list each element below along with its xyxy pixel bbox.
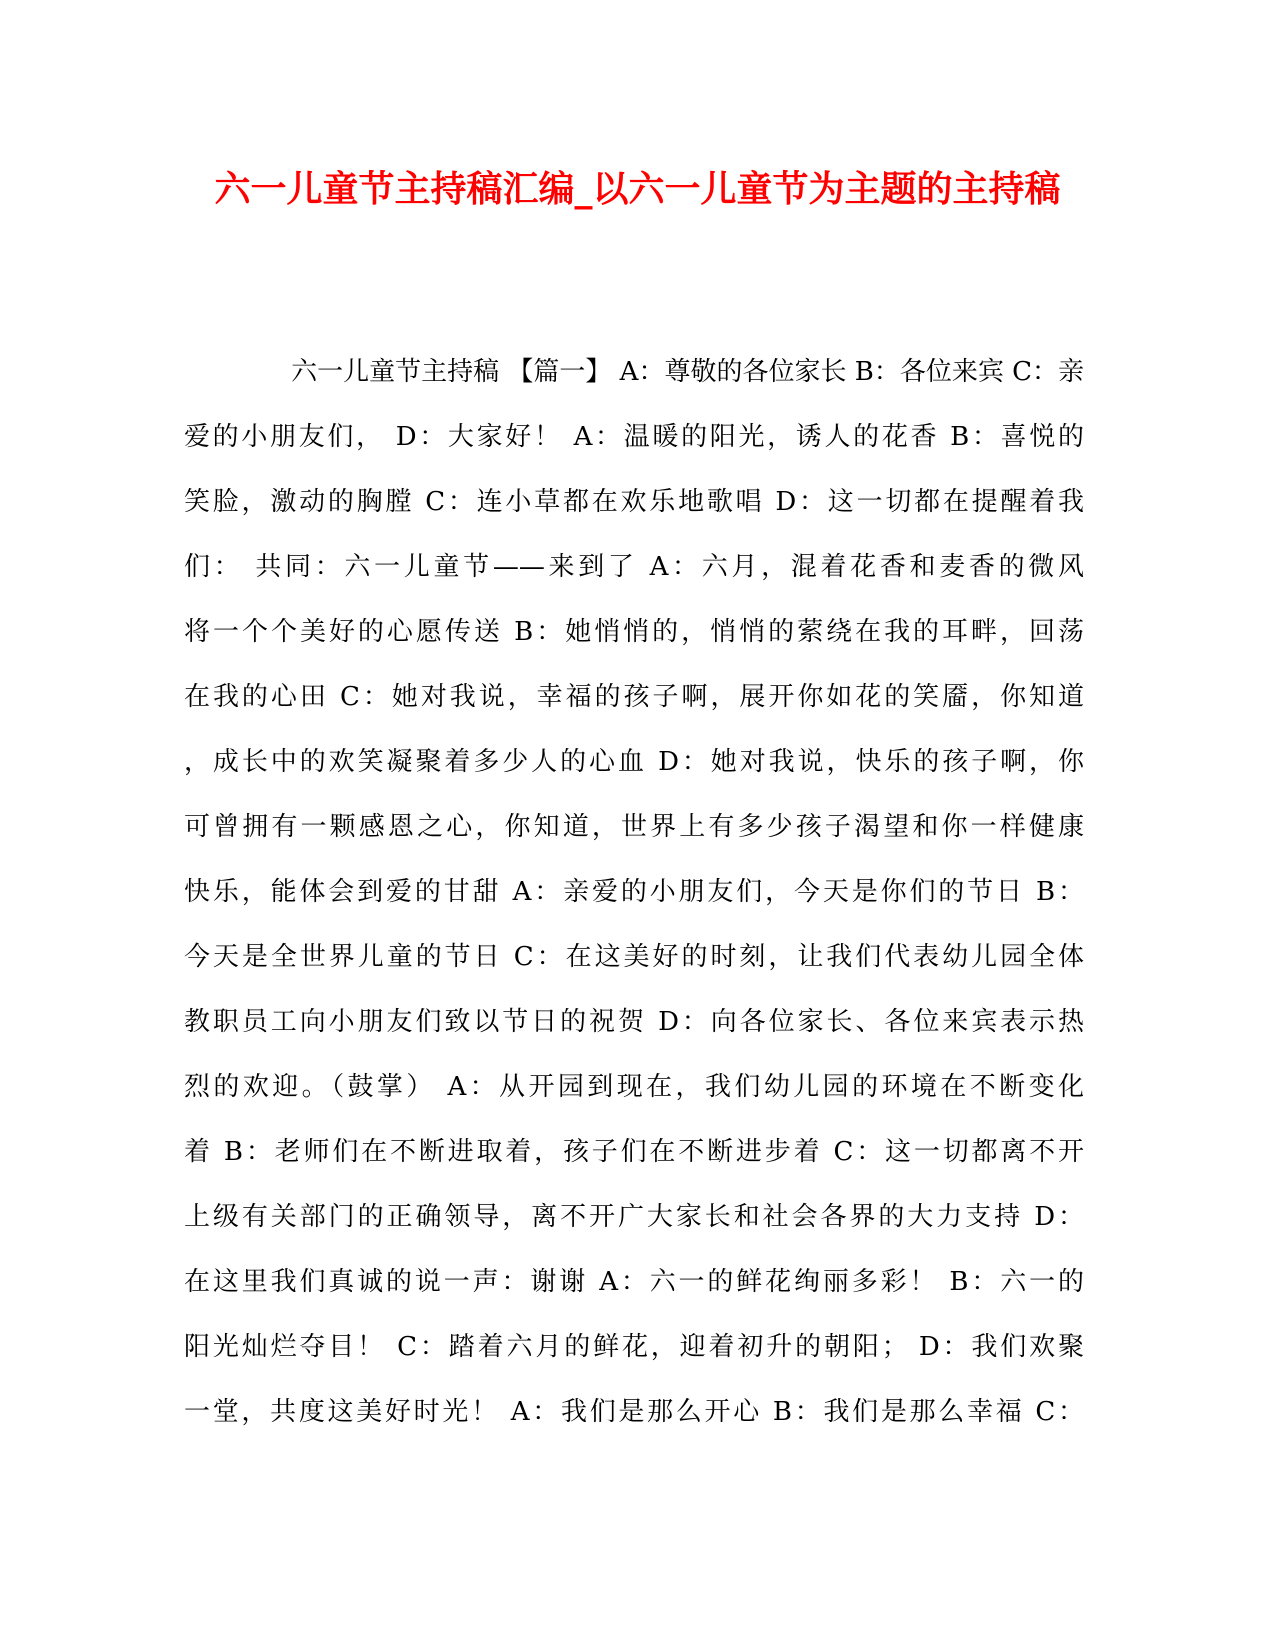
body-line-16: 阳光灿烂夺目！ C：踏着六月的鲜花，迎着初升的朝阳； D：我们欢聚: [184, 1332, 1084, 1362]
body-line-15: 在这里我们真诚的说一声：谢谢 A：六一的鲜花绚丽多彩！ B：六一的: [184, 1267, 1084, 1297]
body-line-10: 今天是全世界儿童的节日 C：在这美好的时刻，让我们代表幼儿园全体: [184, 942, 1084, 972]
document-body: [184, 340, 1084, 1445]
document-title: 六一儿童节主持稿汇编_以六一儿童节为主题的主持稿: [214, 168, 1061, 210]
body-line-17: 一堂，共度这美好时光！ A：我们是那么开心 B：我们是那么幸福 C：: [184, 1397, 1084, 1427]
body-line-13: 着 B：老师们在不断进取着，孩子们在不断进步着 C：这一切都离不开: [184, 1137, 1084, 1167]
body-line-1: 六一儿童节主持稿 【篇一】 A：尊敬的各位家长 B：各位来宾 C：亲: [291, 357, 1084, 387]
body-line-2: 爱的小朋友们， D：大家好！ A：温暖的阳光，诱人的花香 B：喜悦的: [184, 422, 1084, 452]
body-line-4: 们： 共同：六一儿童节——来到了 A：六月，混着花香和麦香的微风: [184, 552, 1084, 582]
body-line-14: 上级有关部门的正确领导，离不开广大家长和社会各界的大力支持 D：: [184, 1202, 1084, 1232]
body-line-9: 快乐，能体会到爱的甘甜 A：亲爱的小朋友们，今天是你们的节日 B：: [184, 877, 1084, 907]
body-line-8: 可曾拥有一颗感恩之心，你知道，世界上有多少孩子渴望和你一样健康: [184, 812, 1084, 842]
body-line-6: 在我的心田 C：她对我说，幸福的孩子啊，展开你如花的笑靥，你知道: [184, 682, 1084, 712]
body-line-5: 将一个个美好的心愿传送 B：她悄悄的，悄悄的萦绕在我的耳畔，回荡: [184, 617, 1084, 647]
body-line-3: 笑脸，激动的胸膛 C：连小草都在欢乐地歌唱 D：这一切都在提醒着我: [184, 487, 1084, 517]
body-line-12: 烈的欢迎。（鼓掌） A：从开园到现在，我们幼儿园的环境在不断变化: [184, 1072, 1084, 1102]
body-line-11: 教职员工向小朋友们致以节日的祝贺 D：向各位家长、各位来宾表示热: [184, 1007, 1084, 1037]
body-line-7: ，成长中的欢笑凝聚着多少人的心血 D：她对我说，快乐的孩子啊，你: [184, 747, 1084, 777]
